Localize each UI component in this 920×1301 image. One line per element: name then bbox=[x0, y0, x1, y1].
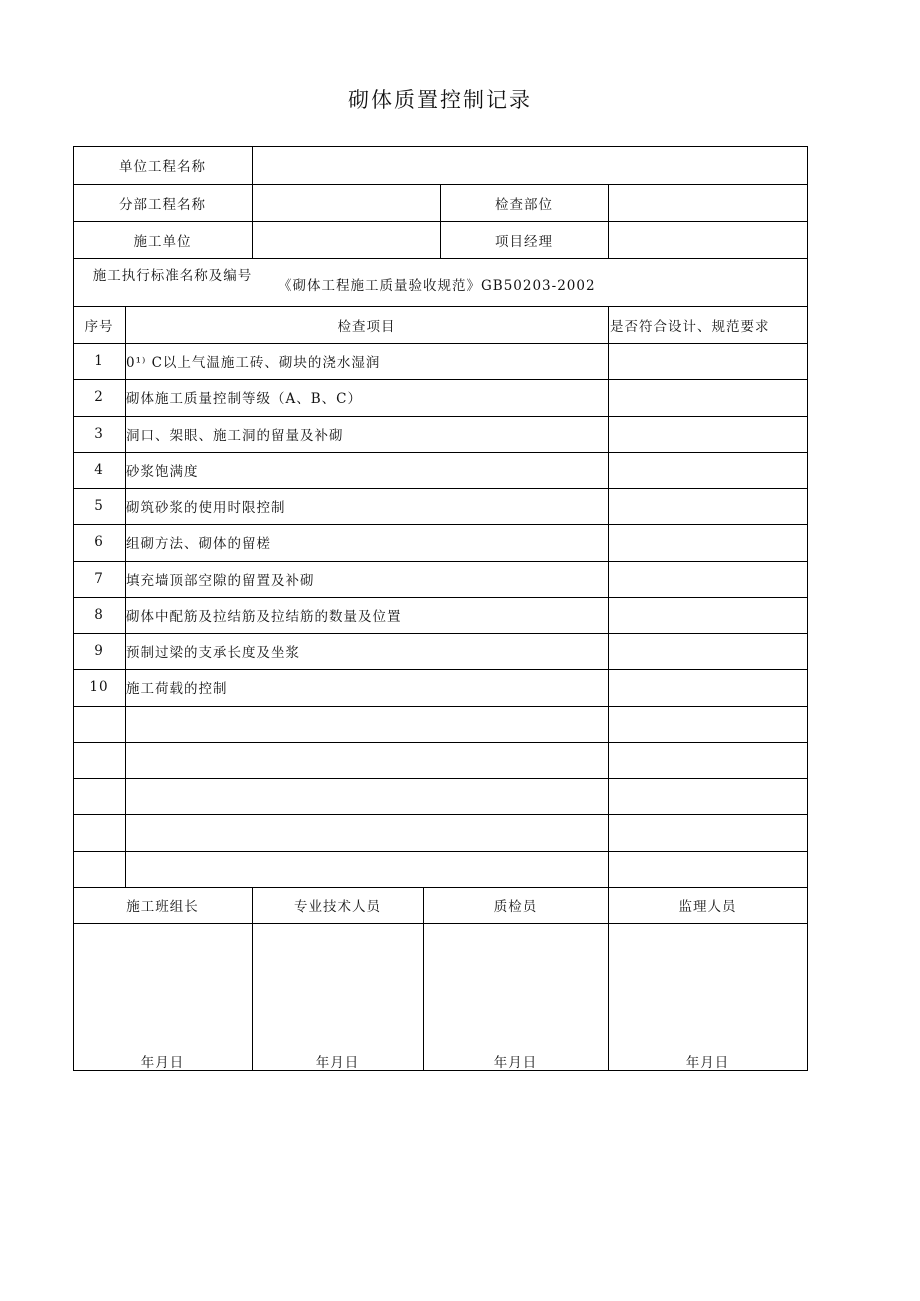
signature-role: 专业技术人员 bbox=[294, 898, 381, 915]
signature-box[interactable] bbox=[73, 923, 252, 1070]
item-result-field[interactable] bbox=[608, 706, 807, 742]
item-no: 2 bbox=[94, 389, 104, 406]
item-result-field[interactable] bbox=[608, 669, 807, 705]
item-result-field[interactable] bbox=[608, 597, 807, 633]
item-result-field[interactable] bbox=[608, 778, 807, 814]
item-no: 10 bbox=[89, 679, 109, 696]
item-no bbox=[73, 742, 125, 778]
item-text: 砌筑砂浆的使用时限控制 bbox=[126, 500, 286, 517]
item-no bbox=[73, 814, 125, 850]
manager-field[interactable] bbox=[608, 221, 807, 258]
item-no: 7 bbox=[94, 570, 104, 587]
signature-box[interactable] bbox=[423, 923, 608, 1070]
item-result-field[interactable] bbox=[608, 851, 807, 887]
signature-box[interactable] bbox=[608, 923, 807, 1070]
column-header-no: 序号 bbox=[84, 318, 114, 335]
item-text bbox=[125, 778, 608, 814]
item-text bbox=[125, 742, 608, 778]
item-no: 9 bbox=[94, 643, 104, 660]
item-text: 填充墙顶部空隙的留置及补砌 bbox=[126, 572, 315, 589]
contractor-label: 施工单位 bbox=[133, 233, 192, 250]
signature-date: 年月日 bbox=[140, 1055, 185, 1071]
signature-date: 年月日 bbox=[493, 1055, 538, 1071]
signature-role: 质检员 bbox=[493, 898, 538, 915]
item-text: 预制过梁的支承长度及坐浆 bbox=[126, 645, 300, 662]
inspect-part-label: 检查部位 bbox=[495, 196, 553, 213]
signature-box[interactable] bbox=[252, 923, 423, 1070]
item-text: 砂浆饱满度 bbox=[126, 463, 199, 480]
item-no: 4 bbox=[94, 461, 104, 478]
unit-project-field[interactable] bbox=[252, 146, 807, 184]
border-right bbox=[807, 146, 808, 1071]
item-no: 5 bbox=[94, 498, 104, 515]
contractor-field[interactable] bbox=[252, 221, 440, 258]
sub-project-label: 分部工程名称 bbox=[119, 196, 206, 213]
item-result-field[interactable] bbox=[608, 524, 807, 560]
item-text: 砌体中配筋及拉结筋及拉结筋的数量及位置 bbox=[126, 608, 402, 625]
item-text bbox=[125, 706, 608, 742]
signature-role: 施工班组长 bbox=[126, 898, 199, 915]
item-no: 8 bbox=[94, 606, 104, 623]
item-text: 组砌方法、砌体的留槎 bbox=[126, 536, 271, 553]
item-text: 0¹⁾ C以上气温施工砖、砌块的浇水湿润 bbox=[126, 355, 381, 372]
inspect-part-field[interactable] bbox=[608, 184, 807, 221]
item-result-field[interactable] bbox=[608, 742, 807, 778]
item-no: 6 bbox=[94, 534, 104, 551]
item-text: 施工荷载的控制 bbox=[126, 681, 228, 698]
item-result-field[interactable] bbox=[608, 561, 807, 597]
item-no: 3 bbox=[94, 425, 104, 442]
item-text bbox=[125, 814, 608, 850]
item-result-field[interactable] bbox=[608, 379, 807, 415]
column-header-item: 检查项目 bbox=[337, 318, 396, 335]
item-text: 洞口、架眼、施工洞的留量及补砌 bbox=[126, 427, 344, 444]
item-no: 1 bbox=[94, 353, 104, 370]
standard-label: 施工执行标准名称及编号 bbox=[92, 268, 253, 284]
item-text bbox=[125, 851, 608, 887]
item-result-field[interactable] bbox=[608, 814, 807, 850]
standard-field[interactable]: 《砌体工程施工质量验收规范》GB50203-2002 bbox=[278, 278, 596, 294]
item-result-field[interactable] bbox=[608, 343, 807, 379]
column-header-comply: 是否符合设计、规范要求 bbox=[610, 318, 770, 335]
manager-label: 项目经理 bbox=[495, 233, 553, 250]
signature-date: 年月日 bbox=[315, 1055, 360, 1071]
item-result-field[interactable] bbox=[608, 452, 807, 488]
signature-role: 监理人员 bbox=[678, 898, 737, 915]
unit-project-label: 单位工程名称 bbox=[119, 159, 206, 175]
item-no bbox=[73, 706, 125, 742]
item-no bbox=[73, 778, 125, 814]
signature-date: 年月日 bbox=[685, 1055, 730, 1071]
sub-project-field[interactable] bbox=[252, 184, 440, 221]
item-result-field[interactable] bbox=[608, 488, 807, 524]
item-no bbox=[73, 851, 125, 887]
item-text: 砌体施工质量控制等级（A、B、C） bbox=[126, 391, 362, 408]
item-result-field[interactable] bbox=[608, 633, 807, 669]
document-title: 砌体质置控制记录 bbox=[348, 88, 532, 112]
item-result-field[interactable] bbox=[608, 416, 807, 452]
